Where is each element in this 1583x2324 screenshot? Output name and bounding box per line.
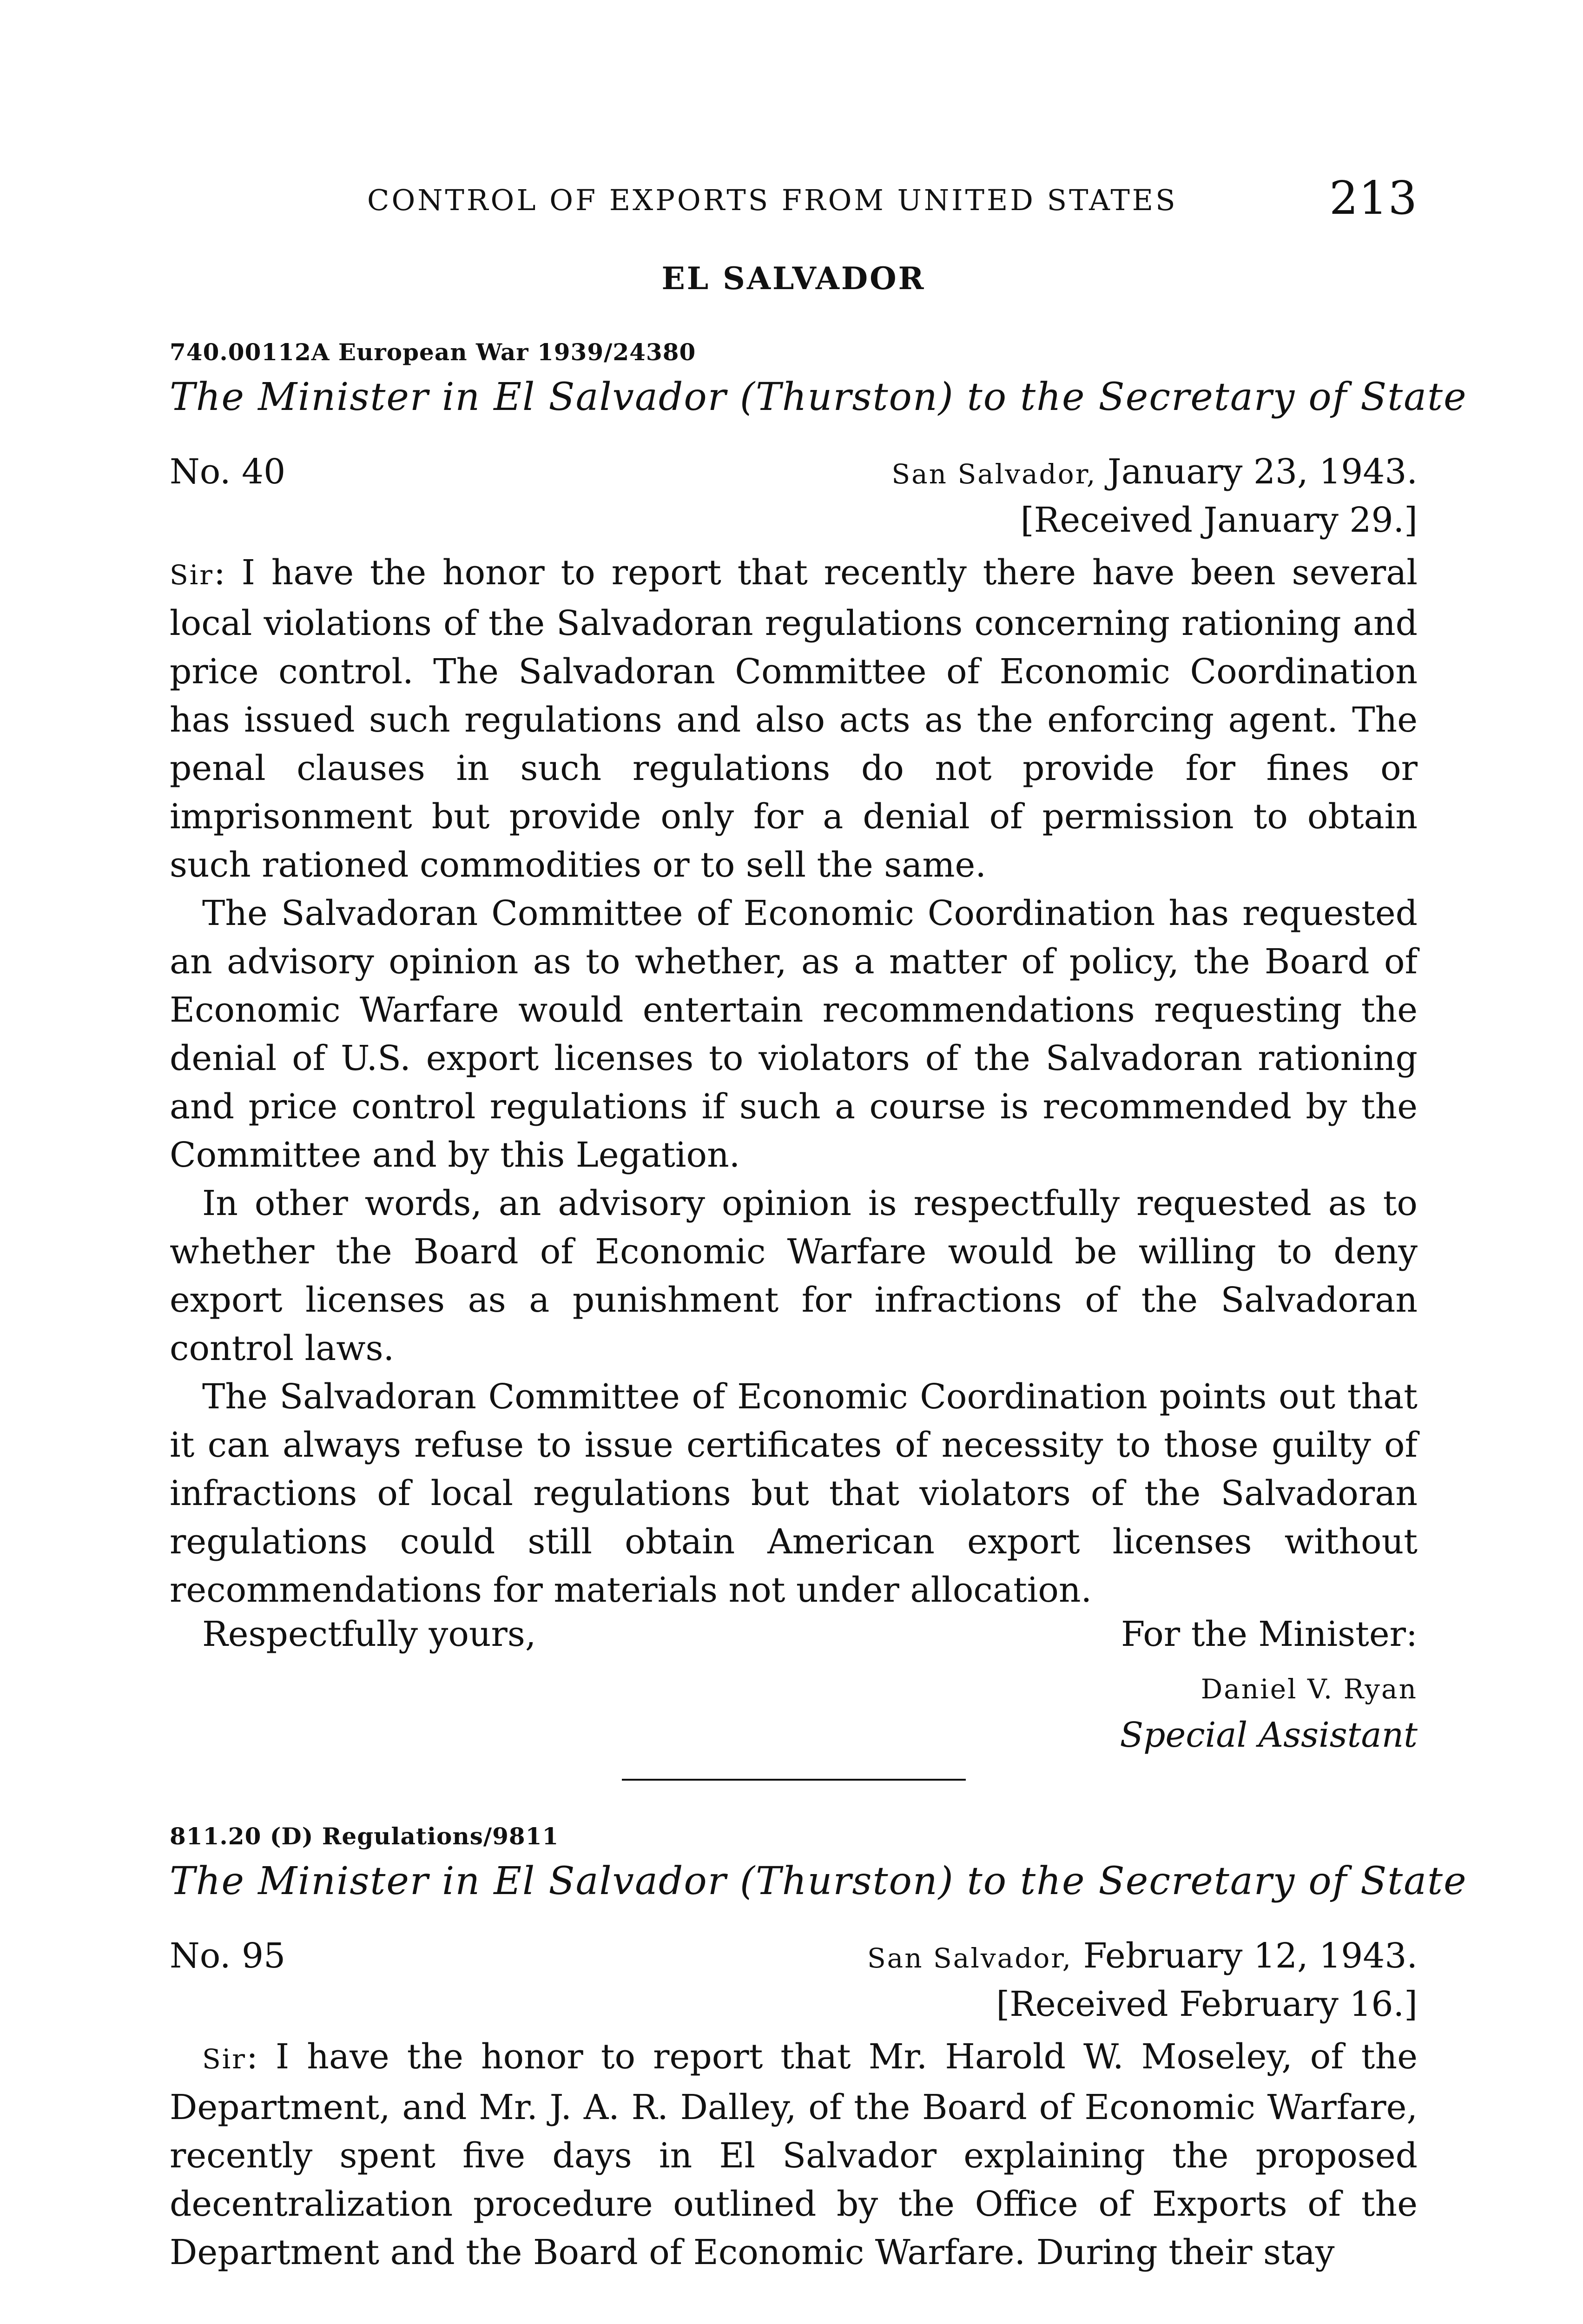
place: San Salvador, — [867, 1942, 1073, 1974]
letter-1 — [170, 338, 1467, 1759]
received-date: [Received February 16.] — [996, 1984, 1418, 2024]
for-the-minister: For the Minister: — [1121, 1614, 1418, 1654]
section-title: EL SALVADOR — [661, 260, 926, 297]
closing-row — [170, 1614, 1418, 1663]
received-date: [Received January 29.] — [1020, 500, 1418, 540]
letter-heading: The Minister in El Salvador (Thurston) to the Secretary of State — [170, 1859, 1467, 1903]
paragraph: The Salvadoran Committee of Economic Coordination points out that it can always refuse to issue certificates of necessity to those guilty of infractions of local regulations but that violators of the Salvadoran regulations could still obtain American export licenses without recommendations for materials not under allocation. — [170, 1377, 1418, 1610]
complimentary-close: Respectfully yours, — [202, 1614, 536, 1654]
document-page — [170, 172, 1467, 2277]
paragraph — [170, 2033, 1418, 2277]
place: San Salvador, — [891, 458, 1097, 490]
salutation: Sir — [170, 559, 214, 591]
paragraph-text: : I have the honor to report that recently there have been several local violations of the Salvadoran regulations concerning rationing and price control. The Salvadoran Committee of Economic Coordination has issued such regulations and also acts as the enforcing agent. The penal clauses in such regulations do not provide for fines or imprisonment but provide only for a denial of permission to obtain such rationed commodities or to sell the same. — [170, 553, 1418, 885]
salutation: Sir — [202, 2043, 247, 2075]
dispatch-number: No. 40 — [170, 452, 286, 492]
signer: Daniel V. Ryan — [1200, 1673, 1418, 1705]
letter-heading: The Minister in El Salvador (Thurston) to the Secretary of State — [170, 375, 1467, 419]
date: January 23, 1943. — [1096, 452, 1418, 492]
place-date — [891, 452, 1418, 492]
page-number: 213 — [1329, 172, 1418, 225]
date: February 12, 1943. — [1072, 1936, 1418, 1976]
running-head-title: CONTROL OF EXPORTS FROM UNITED STATES — [367, 183, 1178, 217]
dispatch-number: No. 95 — [170, 1936, 286, 1976]
letter-2 — [170, 1822, 1467, 2277]
file-reference: 811.20 (D) Regulations/9811 — [170, 1822, 559, 1850]
file-reference: 740.00112A European War 1939/24380 — [170, 338, 696, 366]
signature-name — [170, 1663, 1418, 1711]
dateline — [170, 452, 1418, 500]
place-date — [867, 1936, 1418, 1976]
paragraph: In other words, an advisory opinion is respectfully requested as to whether the Board of Economic Warfare would be willing to deny export licenses as a punishment for infractions of the Salvadoran control laws. — [170, 1183, 1418, 1368]
section-divider — [622, 1779, 966, 1781]
dateline — [170, 1936, 1418, 1984]
signature-title: Special Assistant — [1120, 1715, 1418, 1755]
paragraph: The Salvadoran Committee of Economic Coordination has requested an advisory opinion as to whether, as a matter of policy, the Board of Economic Warfare would entertain recommendations requesting the denial of U.S. export licenses to violators of the Salvadoran rationing and price control regulations if such a course is recommended by the Committee and by this Legation. — [170, 893, 1418, 1175]
paragraph-text: : I have the honor to report that Mr. Harold W. Moseley, of the Department, and Mr. J. A. R. Dalley, of the Board of Economic Warfare, recently spent five days in El Salvador explaining the proposed decentralization procedure outlined by the Office of Exports of the Department and the Board of Economic Warfare. During their stay — [170, 2037, 1418, 2272]
running-head — [170, 172, 1418, 232]
paragraph — [170, 548, 1418, 889]
